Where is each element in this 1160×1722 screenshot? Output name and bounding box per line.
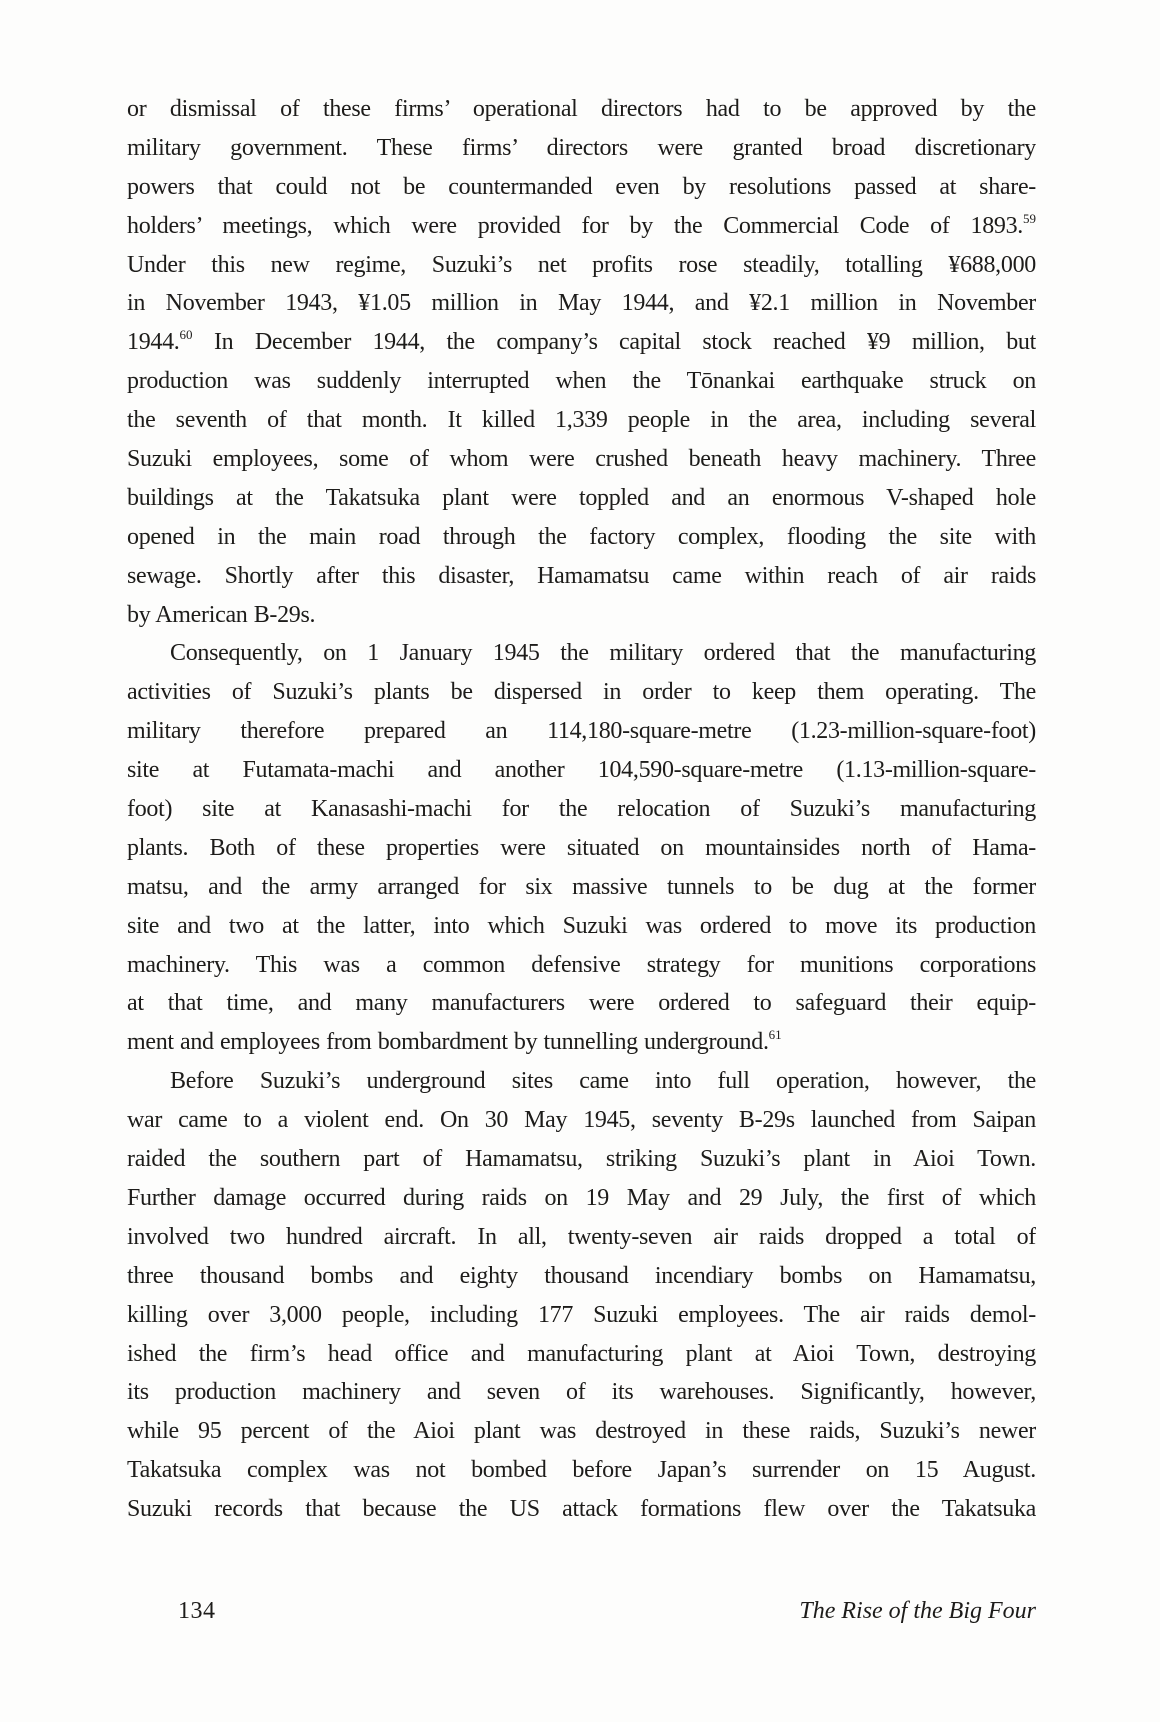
text-line: plants. Both of these properties were situated on mountainsides north of Hama- (127, 834, 1036, 861)
body-text (127, 90, 1036, 1529)
text-line: killing over 3,000 people, including 177 Suzuki employees. The air raids demol- (127, 1301, 1036, 1328)
text-line: Consequently, on 1 January 1945 the military ordered that the manufacturing (170, 640, 1036, 667)
text-line: Before Suzuki’s underground sites came into full operation, however, the (170, 1068, 1036, 1095)
text-line: holders’ meetings, which were provided for by the Commercial Code of 1893.59 (127, 210, 1036, 239)
text-line: three thousand bombs and eighty thousand incendiary bombs on Hamamatsu, (127, 1262, 1036, 1289)
text-line: powers that could not be countermanded even by resolutions passed at share- (127, 173, 1036, 200)
running-title: The Rise of the Big Four (799, 1598, 1036, 1624)
text-line: by American B-29s. (127, 601, 316, 628)
text-line: Further damage occurred during raids on 19 May and 29 July, the first of which (127, 1184, 1036, 1211)
text-line: ished the firm’s head office and manufacturing plant at Aioi Town, destroying (127, 1340, 1036, 1367)
text-line: foot) site at Kanasashi-machi for the relocation of Suzuki’s manufacturing (127, 796, 1036, 823)
text-line: sewage. Shortly after this disaster, Hamamatsu came within reach of air raids (127, 562, 1036, 589)
text-line: or dismissal of these firms’ operational directors had to be approved by the (127, 96, 1036, 122)
text-line: involved two hundred aircraft. In all, twenty-seven air raids dropped a total of (127, 1223, 1036, 1250)
text-line: site at Futamata-machi and another 104,590-square-metre (1.13-million-square- (127, 757, 1036, 784)
text-line: Takatsuka complex was not bombed before Japan’s surrender on 15 August. (127, 1457, 1036, 1484)
text-line: war came to a violent end. On 30 May 1945, seventy B-29s launched from Saipan (127, 1107, 1036, 1134)
text-line: machinery. This was a common defensive strategy for munitions corporations (127, 951, 1036, 978)
text-line: military therefore prepared an 114,180-square-metre (1.23-million-square-foot) (127, 718, 1036, 745)
text-line: opened in the main road through the factory complex, flooding the site with (127, 523, 1036, 550)
text-line: its production machinery and seven of its warehouses. Significantly, however, (127, 1379, 1036, 1406)
text-line: Under this new regime, Suzuki’s net profits rose steadily, totalling ¥688,000 (127, 251, 1036, 278)
page-footer (127, 1597, 1036, 1625)
text-line: while 95 percent of the Aioi plant was destroyed in these raids, Suzuki’s newer (127, 1418, 1036, 1445)
text-line: buildings at the Takatsuka plant were toppled and an enormous V-shaped hole (127, 484, 1036, 511)
footnote-marker: 59 (1023, 210, 1036, 226)
text-line: activities of Suzuki’s plants be dispersed in order to keep them operating. The (127, 679, 1036, 706)
text-line: the seventh of that month. It killed 1,339 people in the area, including several (127, 407, 1036, 434)
text-line: military government. These firms’ directors were granted broad discretionary (127, 134, 1036, 161)
text-line: site and two at the latter, into which Suzuki was ordered to move its production (127, 912, 1036, 939)
text-line: matsu, and the army arranged for six massive tunnels to be dug at the former (127, 873, 1036, 900)
text-line: 1944.60 In December 1944, the company’s capital stock reached ¥9 million, but (127, 327, 1036, 356)
page-number: 134 (178, 1598, 216, 1624)
text-line: production was suddenly interrupted when the Tōnankai earthquake struck on (127, 368, 1036, 395)
footnote-marker: 60 (179, 327, 193, 343)
text-line: Suzuki employees, some of whom were crushed beneath heavy machinery. Three (127, 446, 1036, 473)
text-line: Suzuki records that because the US attack formations flew over the Takatsuka (127, 1496, 1036, 1523)
text-line: raided the southern part of Hamamatsu, striking Suzuki’s plant in Aioi Town. (127, 1146, 1036, 1173)
footnote-marker: 61 (768, 1027, 782, 1043)
text-line: in November 1943, ¥1.05 million in May 1944, and ¥2.1 million in November (127, 290, 1036, 317)
text-line: ment and employees from bombardment by tunnelling underground.$^{61}$ (127, 1027, 782, 1056)
text-line: at that time, and many manufacturers were ordered to safeguard their equip- (127, 990, 1036, 1017)
